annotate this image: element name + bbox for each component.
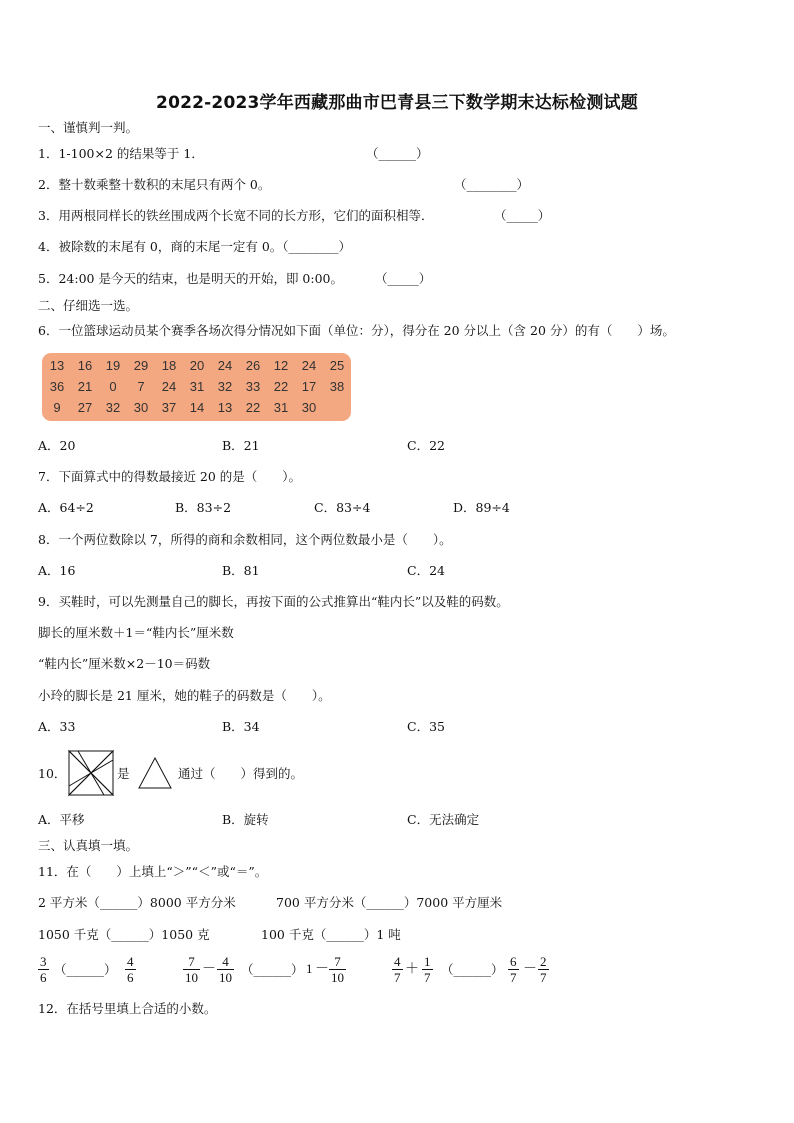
answer-blank-5[interactable]: （_____）: [375, 271, 432, 286]
question-7: 7．下面算式中的得数最接近 20 的是（ ）。: [38, 469, 302, 484]
question-3: 3．用两根同样长的铁丝围成两个长宽不同的长方形，它们的面积相等．: [38, 208, 434, 223]
numerator: 7: [183, 954, 200, 970]
section-heading-fill: 三、认真填一填。: [38, 838, 139, 853]
option-d[interactable]: D．89÷4: [453, 500, 510, 515]
score-cell: 32: [217, 379, 233, 394]
score-cell: 24: [161, 379, 177, 394]
minus-sign: －: [202, 961, 216, 977]
formula-line-1: 脚长的厘米数＋1＝“鞋内长”厘米数: [38, 625, 234, 640]
denominator: 10: [185, 970, 198, 985]
compare-item: 2 平方米（______）8000 平方分米: [38, 895, 236, 910]
score-cell: 19: [105, 358, 121, 373]
score-cell: 9: [53, 400, 61, 415]
answer-blank[interactable]: （______）: [441, 962, 504, 977]
score-table: [42, 353, 351, 421]
score-cell: 0: [109, 379, 117, 394]
score-row: [42, 356, 351, 376]
option-c[interactable]: C．83÷4: [314, 500, 371, 515]
score-cell: 33: [245, 379, 261, 394]
numerator: 6: [510, 954, 517, 969]
option-a[interactable]: A．平移: [38, 812, 85, 827]
compare-item: 1050 千克（______）1050 克: [38, 927, 210, 942]
score-cell: 31: [189, 379, 205, 394]
score-cell: 13: [217, 400, 233, 415]
denominator: 10: [331, 970, 344, 985]
fraction: [125, 954, 136, 985]
denominator: 10: [219, 970, 232, 985]
score-cell: 20: [189, 358, 205, 373]
fraction: [329, 954, 346, 985]
fraction: [422, 954, 433, 985]
numerator: 2: [540, 954, 547, 969]
score-cell: 14: [189, 400, 205, 415]
question-4: 4．被除数的末尾有 0，商的末尾一定有 0。（________）: [38, 239, 352, 254]
score-cell: 22: [245, 400, 261, 415]
score-cell: 26: [245, 358, 261, 373]
score-cell: 17: [301, 379, 317, 394]
option-b[interactable]: B．旋转: [222, 812, 269, 827]
score-cell: 16: [77, 358, 93, 373]
score-cell: 7: [137, 379, 145, 394]
score-cell: 25: [329, 358, 345, 373]
question-10-tail: 通过（ ）得到的。: [178, 766, 304, 781]
answer-blank-3[interactable]: （_____）: [494, 208, 551, 223]
option-c[interactable]: C．24: [407, 563, 445, 578]
option-c[interactable]: C．无法确定: [407, 812, 480, 827]
score-cell: 29: [133, 358, 149, 373]
numerator: 7: [329, 954, 346, 970]
question-8: 8．一个两位数除以 7，所得的商和余数相同，这个两位数最小是（ ）。: [38, 532, 452, 547]
denominator: 7: [424, 970, 431, 985]
fraction: [392, 954, 403, 985]
score-cell: 27: [77, 400, 93, 415]
answer-blank[interactable]: （______）: [241, 962, 304, 977]
fraction: [38, 954, 49, 985]
option-c[interactable]: C．35: [407, 719, 445, 734]
minus-sign: －: [523, 961, 537, 977]
numerator: 4: [217, 954, 234, 970]
score-cell: 30: [133, 400, 149, 415]
triangle-figure: [137, 756, 173, 790]
score-cell: 24: [217, 358, 233, 373]
question-1: 1．1-100×2 的结果等于 1．: [38, 146, 204, 161]
option-a[interactable]: A．20: [38, 438, 76, 453]
score-cell: 30: [301, 400, 317, 415]
denominator: 7: [510, 970, 517, 985]
denominator: 7: [540, 970, 547, 985]
score-cell: 18: [161, 358, 177, 373]
question-12: 12．在括号里填上合适的小数。: [38, 1001, 217, 1016]
option-b[interactable]: B．34: [222, 719, 260, 734]
whole-number: 1: [306, 961, 313, 976]
compare-item: 700 平方分米（______）7000 平方厘米: [276, 895, 503, 910]
score-cell: 22: [273, 379, 289, 394]
score-cell: 13: [49, 358, 65, 373]
numerator: 1: [424, 954, 431, 969]
question-2: 2．整十数乘整十数积的末尾只有两个 0。: [38, 177, 271, 192]
section-heading-choose: 二、仔细选一选。: [38, 298, 139, 313]
score-cell: 36: [49, 379, 65, 394]
score-row: [42, 398, 351, 418]
option-a[interactable]: A．16: [38, 563, 76, 578]
answer-blank-2[interactable]: （________）: [454, 177, 530, 192]
formula-line-2: “鞋内长”厘米数×2－10＝码数: [38, 656, 211, 671]
question-10-number: 10．: [38, 766, 67, 781]
question-10-is: 是: [117, 766, 130, 781]
score-cell: 37: [161, 400, 177, 415]
pinwheel-figure: [68, 750, 114, 796]
numerator: 4: [127, 954, 134, 969]
option-b[interactable]: B．21: [222, 438, 260, 453]
denominator: 6: [40, 970, 47, 985]
question-9-prompt: 小玲的脚长是 21 厘米，她的鞋子的码数是（ ）。: [38, 688, 331, 703]
score-cell: 24: [301, 358, 317, 373]
compare-item: 100 千克（______）1 吨: [261, 927, 401, 942]
fraction: [183, 954, 200, 985]
score-cell: 32: [105, 400, 121, 415]
score-row: [42, 377, 351, 397]
option-b[interactable]: B．83÷2: [175, 500, 232, 515]
numerator: 3: [40, 954, 47, 969]
question-9: 9．买鞋时，可以先测量自己的脚长，再按下面的公式推算出“鞋内长”以及鞋的码数。: [38, 594, 509, 609]
section-heading-judge: 一、谨慎判一判。: [38, 120, 139, 135]
minus-sign: －: [315, 961, 329, 977]
denominator: 6: [127, 970, 134, 985]
score-cell: 38: [329, 379, 345, 394]
answer-blank-1[interactable]: （______）: [366, 146, 429, 161]
question-11: 11．在（ ）上填上“＞”“＜”或“＝”。: [38, 864, 268, 879]
question-6: 6．一位篮球运动员某个赛季各场次得分情况如下面（单位：分），得分在 20 分以上（含 20 分）的有（ ）场。: [38, 323, 675, 338]
score-cell: 31: [273, 400, 289, 415]
fraction: [538, 954, 549, 985]
numerator: 4: [394, 954, 401, 969]
denominator: 7: [394, 970, 401, 985]
page-title: 2022-2023学年西藏那曲市巴青县三下数学期末达标检测试题: [156, 93, 638, 113]
fraction: [217, 954, 234, 985]
option-b[interactable]: B．81: [222, 563, 260, 578]
plus-sign: ＋: [405, 961, 419, 977]
fraction: [508, 954, 519, 985]
option-a[interactable]: A．64÷2: [38, 500, 94, 515]
score-cell: 12: [273, 358, 289, 373]
answer-blank[interactable]: （______）: [54, 962, 117, 977]
score-cell: 21: [77, 379, 93, 394]
option-c[interactable]: C．22: [407, 438, 445, 453]
question-5: 5．24:00 是今天的结束，也是明天的开始，即 0:00。: [38, 271, 343, 286]
option-a[interactable]: A．33: [38, 719, 76, 734]
